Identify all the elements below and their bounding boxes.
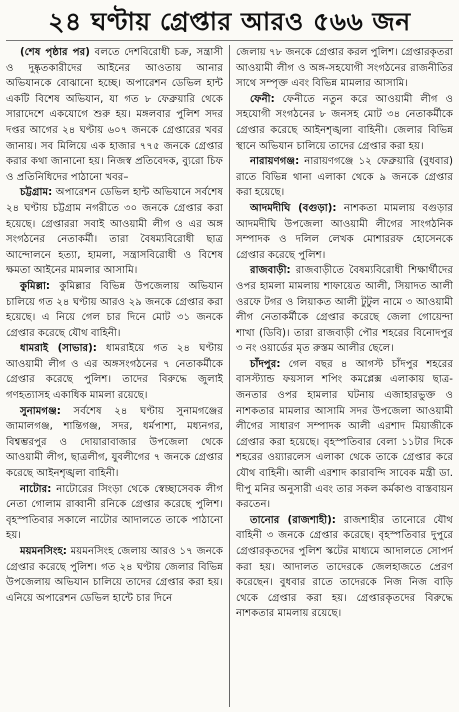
paragraph-text: অপারেশন ডেভিল হান্ট অভিযানে সর্বশেষ ২৪ ঘণ্টায় চট্টগ্রাম নগরীতে ৩০ জনকে গ্রেপ্তার করা হয়েছে। গ্রেপ্তাররা সবাই আওয়ামী লীগ ও এর অঙ্গ সংগঠনের নেতাকর্মী। তারা বৈষম্যবিরোধী ছাত্র আন্দোলনে হত্যা, হামলা, সন্ত্রাসবিরোধী ও বিশেষ ক্ষমতা আইনের মামলার আসামি। <box>6 187 223 277</box>
paragraph <box>6 45 223 185</box>
paragraph-text: ধামরাইয়ে গত ২৪ ঘণ্টায় আওয়ামী লীগ ও এর অঙ্গসংগঠনের ৭ নেতাকর্মীকে গ্রেপ্তার করেছে পুলিশ। তাদের বিরুদ্ধে জুলাই গণহত্যাসহ একাধিক মামলা রয়েছে। <box>6 343 223 402</box>
left-column <box>6 45 223 707</box>
paragraph-lead: রাজবাড়ী: <box>250 265 291 277</box>
paragraph <box>236 357 453 513</box>
paragraph <box>236 92 453 154</box>
paragraph-text: রাজশাহীর তানোরে যৌথ বাহিনী ৩ জনকে গ্রেপ্তার করেছে। বৃহস্পতিবার দুপুরে গ্রেপ্তারকৃতদের পুলিশ স্কটের মাধ্যমে আদালতে সোপর্দ করা হয়। আদালত তাদেরকে জেলহাজতে প্রেরণ করেছেন। বুধবার রাতে তাদেরকে নিজ নিজ বাড়ি থেকে গ্রেপ্তার করা হয়। গ্রেপ্তারকৃতদের বিরুদ্ধে নাশকতার মামলায় রয়েছে। <box>236 514 453 620</box>
paragraph <box>236 154 453 201</box>
paragraph-lead: তানোর (রাজশাহী): <box>250 514 336 526</box>
paragraph-text: সর্বশেষ ২৪ ঘণ্টায় সুনামগঞ্জের জামালগঞ্জ, শান্তিগঞ্জ, সদর, ধর্মপাশা, মধ্যনগর, বিশ্বম্ভরপুর ও দোয়ারাবাজার উপজেলা থেকে আওয়ামী লীগ, ছাত্রলীগ, যুবলীগের ৭ জনকে গ্রেপ্তার করেছে আইনশৃঙ্খলা বাহিনী। <box>6 405 223 480</box>
paragraph-text: রাজবাড়ীতে বৈষম্যবিরোধী শিক্ষার্থীদের ওপর হামলা মামলায় শাফায়েত আলী, সিয়াদত আলী ওরফে টগর ও লিয়াকত আলী টুটুল নামে ৩ আওয়ামী লীগ নেতাকর্মীকে গ্রেপ্তার করেছে জেলা গোয়েন্দা শাখা (ডিবি)। তারা রাজবাড়ী পৌর শহরের বিনোদপুর ৩ নং ওয়ার্ডের মৃত রুস্তম আলীর ছেলে। <box>236 265 453 355</box>
paragraph <box>6 341 223 403</box>
paragraph-text: গেল বছর ৪ আগস্ট চাঁদপুর শহরের বাসস্ট্যান্ড ফয়সাল শপিং কমপ্লেক্স এলাকায় ছাত্র-জনতার ওপর হামলার ঘটনায় এজাহারভুক্ত ও নাশকতার মামলার আসামি সদর উপজেলা আওয়ামী লীগের সাধারণ সম্পাদক আলী এরশাদ মিয়াজীকে গ্রেপ্তার করা হয়েছে। বৃহস্পতিবার বেলা ১১টার দিকে শহরের ওয়্যারলেস এলাকা থেকে তাকে গ্রেপ্তার করে যৌথ বাহিনী। আলী এরশাদ কারাবন্দি সাবেক মন্ত্রী ডা. দীপু মনির অনুসারী এবং তার সকল কর্মকাণ্ড বাস্তবায়ন করতেন। <box>236 358 453 511</box>
right-column <box>236 45 453 707</box>
paragraph-lead: নাটোর: <box>20 483 52 495</box>
paragraph-text: ময়মনসিংহ জেলায় আরও ১৭ জনকে গ্রেপ্তার করেছে পুলিশ। গত ২৪ ঘণ্টায় জেলার বিভিন্ন উপজেলায় অভিযান চালিয়ে তাদের গ্রেপ্তার করা হয়। এনিয়ে অপারেশন ডেভিল হান্টে চার দিনে <box>6 546 223 604</box>
article-body <box>6 45 453 707</box>
paragraph-lead: চাঁদপুর: <box>250 358 281 370</box>
paragraph-lead: সুনামগঞ্জ: <box>20 405 61 417</box>
paragraph <box>6 482 223 544</box>
paragraph <box>236 263 453 357</box>
paragraph-lead: ময়মনসিংহ: <box>20 546 67 557</box>
headline: ২৪ ঘণ্টায় গ্রেপ্তার আরও ৫৬৬ জন <box>6 4 453 41</box>
paragraph <box>6 185 223 279</box>
paragraph <box>236 201 453 263</box>
paragraph-lead: কুমিল্লা: <box>20 280 50 292</box>
paragraph-lead: চট্টগ্রাম: <box>20 187 53 199</box>
paragraph-text: নাটোরের সিংড়া থেকে স্বেচ্ছাসেবক লীগ নেতা গোলাম রাব্বানী রনিকে গ্রেপ্তার করেছে পুলিশ। বৃহস্পতিবার সকালে নাটোর আদালতে তাকে পাঠানো হয়। <box>6 483 223 542</box>
paragraph-lead: ধামরাই (সাভার): <box>20 343 97 355</box>
paragraph-text: ফেনীতে নতুন করে আওয়ামী লীগ ও সহযোগী সংগঠনের ৮ জনসহ মোট ৩৪ নেতাকর্মীকে গ্রেপ্তার করেছে আইনশৃঙ্খলা বাহিনী। জেলার বিভিন্ন স্থানে অভিযান চালিয়ে তাদের গ্রেপ্তার করা হয়। <box>236 93 453 152</box>
paragraph-lead: আদমদীঘি (বগুড়া): <box>250 202 337 214</box>
paragraph-lead: (শেষ পৃষ্ঠার পর) <box>20 47 90 58</box>
paragraph <box>6 404 223 482</box>
paragraph-text: জেলায় ৭৮ জনকে গ্রেপ্তার করল পুলিশ। গ্রেপ্তারকৃতরা আওয়ামী লীগ ও অঙ্গ-সহযোগী সংগঠনের রাজনীতির সাথে সম্পৃক্ত এবং বিভিন্ন মামলার আসামি। <box>236 47 453 90</box>
paragraph-text: নাশকতা মামলায় বগুড়ার আদমদীঘি উপজেলা আওয়ামী লীগের সাংগঠনিক সম্পাদক ও দলিল লেখক মোশাররফ হোসেনকে গ্রেপ্তার করেছে পুলিশ। <box>236 202 453 261</box>
paragraph-text: কুমিল্লার বিভিন্ন উপজেলায় অভিযান চালিয়ে গত ২৪ ঘণ্টায় আরও ২৯ জনকে গ্রেপ্তার করা হয়েছে। এ নিয়ে গেল চার দিনে মোট ৩১ জনকে গ্রেপ্তার করেছে যৌথ বাহিনী। <box>6 280 223 339</box>
paragraph-lead: ফেনী: <box>250 93 275 105</box>
paragraph <box>6 544 223 606</box>
paragraph <box>236 513 453 622</box>
paragraph <box>6 279 223 341</box>
paragraph-text: নারায়ণগঞ্জে ১২ ফেব্রুয়ারি (বুধবার) রাতে বিভিন্ন থানা এলাকা থেকে ৯ জনকে গ্রেপ্তার করা হয়েছে। <box>236 156 453 199</box>
paragraph <box>236 45 453 92</box>
column-divider <box>229 45 230 707</box>
paragraph-lead: নারায়ণগঞ্জ: <box>250 156 300 168</box>
paragraph-text: বলতে দেশবিরোধী চক্র, সন্ত্রাসী ও দুষ্কৃতকারীদের আইনের আওতায় আনার অভিযানকে বোঝানো হচ্ছে। অপারেশন ডেভিল হান্ট একটি বিশেষ অভিযান, যা গত ৮ ফেব্রুয়ারি থেকে সারাদেশে একযোগে শুরু হয়। মঙ্গলবার পুলিশ সদর দপ্তর আগের ২৪ ঘণ্টায় ৬০৭ জনকে গ্রেপ্তারের খবর জানায়। সব মিলিয়ে এক হাজার ৭৭৫ জনকে গ্রেপ্তার করার কথা জানানো হয়। নিজস্ব প্রতিবেদক, ব্যুরো চিফ ও প্রতিনিধিদের পাঠানো খবর– <box>6 47 223 183</box>
